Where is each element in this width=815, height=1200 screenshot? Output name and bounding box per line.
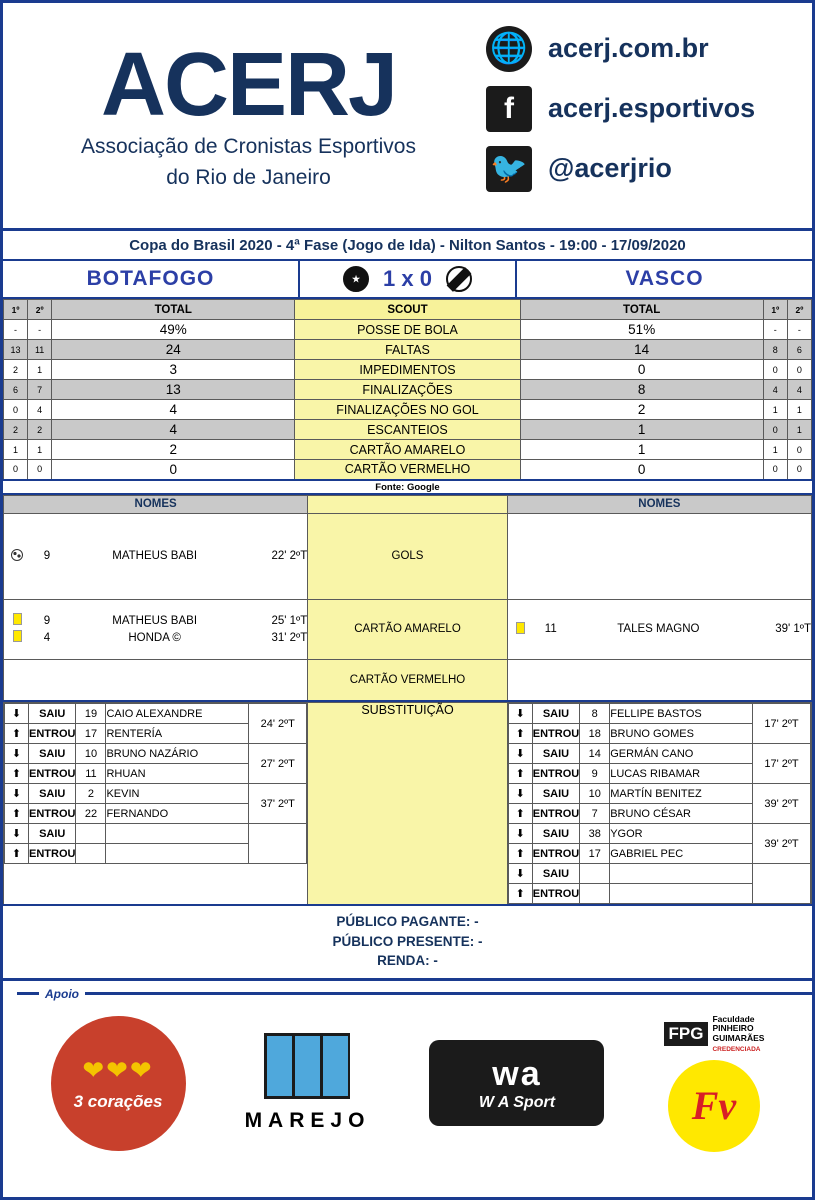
- contact-list: [472, 26, 798, 206]
- sub-out-number: [76, 824, 106, 844]
- sponsor-fpg-fv: [664, 1015, 765, 1152]
- home-goals-cell: [4, 513, 308, 599]
- home-team-name: BOTAFOGO: [86, 267, 215, 290]
- marejo-logo-icon: [264, 1033, 350, 1099]
- contact-website[interactable]: [486, 26, 798, 72]
- arrow-down-icon: ⬇: [5, 704, 29, 724]
- sub-in-number: [580, 884, 610, 904]
- home-total-value: 2: [52, 440, 295, 460]
- sub-out-number: 10: [76, 744, 106, 764]
- event-player-number: 9: [43, 550, 51, 562]
- sub-time: [753, 864, 811, 904]
- away-p2-value: 0: [787, 360, 811, 380]
- away-total-value: 2: [520, 400, 763, 420]
- twitter-text: @acerjrio: [548, 153, 672, 183]
- sponsor-3coracoes: [51, 1016, 186, 1151]
- sub-out-name: YGOR: [610, 824, 753, 844]
- away-total-value: 0: [520, 360, 763, 380]
- sub-out-name: [106, 824, 249, 844]
- apoio-dash: [17, 992, 39, 995]
- sub-time: 17' 2ºT: [753, 744, 811, 784]
- event-player-name: HONDA ©: [128, 631, 181, 644]
- event-row: [4, 629, 307, 646]
- sub-in-number: 9: [580, 764, 610, 784]
- sub-in-number: 18: [580, 724, 610, 744]
- fv-text: Fv: [691, 1083, 737, 1129]
- home-p2-value: 4: [28, 400, 52, 420]
- sub-out-name: CAIO ALEXANDRE: [106, 704, 249, 724]
- away-p2-value: 1: [787, 420, 811, 440]
- home-p1-value: 1: [4, 440, 28, 460]
- sub-time: 27' 2ºT: [249, 744, 307, 784]
- sub-time: 37' 2ºT: [249, 784, 307, 824]
- away-p1-header: 1º: [763, 300, 787, 320]
- home-total-value: 4: [52, 400, 295, 420]
- 3coracoes-logo-icon: [51, 1016, 186, 1151]
- home-p2-value: 11: [28, 340, 52, 360]
- scout-row-label: ESCANTEIOS: [295, 420, 520, 440]
- sub-out-tag: SAIU: [29, 784, 76, 804]
- apoio-label: Apoio: [45, 986, 79, 1001]
- event-time: 31' 2ºT: [271, 631, 308, 644]
- arrow-up-icon: ⬆: [508, 844, 532, 864]
- event-row: [4, 612, 307, 629]
- scout-row: [4, 340, 812, 360]
- vasco-crest-icon: [446, 266, 472, 292]
- sub-in-name: [610, 884, 753, 904]
- scout-row-label: FINALIZAÇÕES: [295, 380, 520, 400]
- sub-out-number: 2: [76, 784, 106, 804]
- arrow-down-icon: ⬇: [508, 784, 532, 804]
- sponsor-marejo: [245, 1033, 371, 1133]
- arrow-down-icon: ⬇: [5, 784, 29, 804]
- fv-logo-icon: [668, 1060, 760, 1152]
- acerj-logo: [17, 35, 472, 191]
- sub-in-number: 17: [580, 844, 610, 864]
- event-player-name: MATHEUS BABI: [112, 614, 198, 627]
- away-p2-header: 2º: [787, 300, 811, 320]
- scout-row: [4, 400, 812, 420]
- away-subs-cell: [507, 703, 811, 906]
- sub-in-name: FERNANDO: [106, 804, 249, 824]
- scout-row: [4, 380, 812, 400]
- ball-icon: [11, 549, 23, 561]
- scout-label-header: SCOUT: [295, 300, 520, 320]
- away-goals-cell: [507, 513, 811, 599]
- sub-out-name: KEVIN: [106, 784, 249, 804]
- sub-in-tag: ENTROU: [29, 764, 76, 784]
- fpg-logo-icon: [664, 1015, 765, 1054]
- arrow-up-icon: ⬆: [5, 804, 29, 824]
- away-total-header: TOTAL: [520, 300, 763, 320]
- sub-out-row: [508, 784, 810, 804]
- hearts-icon: ❤❤❤: [82, 1054, 154, 1085]
- event-row: [508, 621, 811, 638]
- sub-in-name: RHUAN: [106, 764, 249, 784]
- 3coracoes-text: 3 corações: [73, 1091, 163, 1111]
- sub-out-tag: SAIU: [29, 824, 76, 844]
- event-time: 25' 1ºT: [271, 614, 308, 627]
- away-p1-value: 0: [763, 420, 787, 440]
- sub-in-tag: ENTROU: [532, 804, 579, 824]
- away-p1-value: 8: [763, 340, 787, 360]
- sub-out-row: [508, 744, 810, 764]
- sub-in-name: BRUNO GOMES: [610, 724, 753, 744]
- facebook-icon: f: [486, 86, 532, 132]
- arrow-down-icon: ⬇: [5, 744, 29, 764]
- sub-out-name: BRUNO NAZÁRIO: [106, 744, 249, 764]
- source-note: Fonte: Google: [3, 481, 812, 495]
- twitter-icon: 🐦: [486, 146, 532, 192]
- sub-out-row: [508, 824, 810, 844]
- home-yellow-cell: [4, 599, 308, 659]
- sub-out-name: FELLIPE BASTOS: [610, 704, 753, 724]
- sub-in-number: [76, 844, 106, 864]
- home-p2-header: 2º: [28, 300, 52, 320]
- home-total-header: TOTAL: [52, 300, 295, 320]
- scout-row: [4, 420, 812, 440]
- sub-in-number: 17: [76, 724, 106, 744]
- scout-row-label: CARTÃO AMARELO: [295, 440, 520, 460]
- sub-out-name: [610, 864, 753, 884]
- home-p1-value: 0: [4, 460, 28, 480]
- sub-out-number: 8: [580, 704, 610, 724]
- sub-out-number: [580, 864, 610, 884]
- sponsor-logos: [3, 1001, 812, 1166]
- home-p1-header: 1º: [4, 300, 28, 320]
- sub-in-name: GABRIEL PEC: [610, 844, 753, 864]
- sub-out-number: 19: [76, 704, 106, 724]
- arrow-down-icon: ⬇: [5, 824, 29, 844]
- sub-out-row: [5, 824, 307, 844]
- attendance-block: [3, 906, 812, 981]
- wasport-main-text: wa: [492, 1054, 542, 1093]
- sub-in-number: 22: [76, 804, 106, 824]
- away-p2-value: 0: [787, 440, 811, 460]
- sub-time: [249, 824, 307, 864]
- away-p2-value: 4: [787, 380, 811, 400]
- match-title: Copa do Brasil 2020 - 4ª Fase (Jogo de Ida) - Nilton Santos - 19:00 - 17/09/2020: [3, 231, 812, 261]
- scout-row-label: POSSE DE BOLA: [295, 320, 520, 340]
- home-total-value: 13: [52, 380, 295, 400]
- sub-in-tag: ENTROU: [532, 884, 579, 904]
- sub-out-number: 10: [580, 784, 610, 804]
- away-p1-value: 0: [763, 460, 787, 480]
- home-p1-value: 13: [4, 340, 28, 360]
- goals-label: GOLS: [308, 513, 508, 599]
- marejo-text: MAREJO: [244, 1109, 371, 1133]
- away-p2-value: -: [787, 320, 811, 340]
- facebook-text: acerj.esportivos: [548, 93, 756, 123]
- website-text: acerj.com.br: [548, 33, 709, 63]
- away-p2-value: 6: [787, 340, 811, 360]
- wasport-sub-text: W A Sport: [478, 1093, 556, 1111]
- event-time: 22' 2ºT: [271, 550, 308, 562]
- present-attendance: PÚBLICO PRESENTE: -: [332, 933, 483, 949]
- event-player-number: 11: [544, 623, 557, 635]
- scout-row: [4, 320, 812, 340]
- acerj-wordmark: ACERJ: [100, 35, 397, 136]
- away-p2-value: 1: [787, 400, 811, 420]
- arrow-down-icon: ⬇: [508, 824, 532, 844]
- sub-out-row: [508, 864, 810, 884]
- sub-in-name: BRUNO CÉSAR: [610, 804, 753, 824]
- away-total-value: 1: [520, 420, 763, 440]
- arrow-up-icon: ⬆: [508, 884, 532, 904]
- sub-in-tag: ENTROU: [532, 724, 579, 744]
- fpg-text: [712, 1015, 764, 1054]
- home-subs-cell: [4, 703, 308, 906]
- sub-out-row: [5, 704, 307, 724]
- arrow-down-icon: ⬇: [508, 744, 532, 764]
- arrow-up-icon: ⬆: [508, 804, 532, 824]
- revenue: RENDA: -: [377, 953, 438, 969]
- paying-attendance: PÚBLICO PAGANTE: -: [336, 914, 479, 929]
- sub-out-tag: SAIU: [29, 744, 76, 764]
- acerj-subtitle-line1: Associação de Cronistas Esportivos: [81, 135, 416, 159]
- away-p1-value: 1: [763, 440, 787, 460]
- apoio-rule: [85, 992, 812, 995]
- sub-out-name: MARTÍN BENITEZ: [610, 784, 753, 804]
- sub-out-tag: SAIU: [532, 744, 579, 764]
- score-zone: [298, 261, 517, 297]
- away-total-value: 1: [520, 440, 763, 460]
- arrow-up-icon: ⬆: [5, 844, 29, 864]
- home-p2-value: 7: [28, 380, 52, 400]
- sub-out-number: 14: [580, 744, 610, 764]
- event-player-number: 9: [43, 614, 51, 627]
- sub-out-number: 38: [580, 824, 610, 844]
- home-p1-value: 0: [4, 400, 28, 420]
- sub-in-name: LUCAS RIBAMAR: [610, 764, 753, 784]
- fpg-line1: Faculdade: [712, 1013, 755, 1024]
- fpg-line2: PINHEIRO: [712, 1023, 754, 1034]
- home-red-cell: [4, 659, 308, 701]
- sub-time: 17' 2ºT: [753, 704, 811, 744]
- sub-out-tag: SAIU: [532, 784, 579, 804]
- sponsor-wasport: [429, 1040, 604, 1126]
- away-p1-value: 4: [763, 380, 787, 400]
- scout-row-label: IMPEDIMENTOS: [295, 360, 520, 380]
- arrow-up-icon: ⬆: [508, 724, 532, 744]
- home-p2-value: 1: [28, 360, 52, 380]
- red-label: CARTÃO VERMELHO: [308, 659, 508, 701]
- yellow-card-icon: [13, 630, 22, 642]
- arrow-down-icon: ⬇: [508, 704, 532, 724]
- scout-row-label: FALTAS: [295, 340, 520, 360]
- scout-row: [4, 460, 812, 480]
- scout-row: [4, 440, 812, 460]
- event-player-name: TALES MAGNO: [617, 623, 700, 635]
- fpg-line3: GUIMARÃES: [712, 1033, 765, 1044]
- yellow-label: CARTÃO AMARELO: [308, 599, 508, 659]
- home-p1-value: 6: [4, 380, 28, 400]
- home-p2-value: -: [28, 320, 52, 340]
- away-p1-value: -: [763, 320, 787, 340]
- sub-in-tag: ENTROU: [532, 764, 579, 784]
- contact-facebook[interactable]: [486, 86, 798, 132]
- sub-in-tag: ENTROU: [29, 724, 76, 744]
- home-p1-value: 2: [4, 420, 28, 440]
- botafogo-crest-icon: ★: [343, 266, 369, 292]
- home-p2-value: 2: [28, 420, 52, 440]
- sub-out-tag: SAIU: [532, 704, 579, 724]
- sub-in-tag: ENTROU: [29, 804, 76, 824]
- home-p2-value: 0: [28, 460, 52, 480]
- sub-out-row: [5, 744, 307, 764]
- fpg-line4: CREDENCIADA: [712, 1045, 761, 1053]
- event-row: [4, 548, 307, 565]
- home-total-value: 3: [52, 360, 295, 380]
- acerj-subtitle-line2: do Rio de Janeiro: [166, 165, 331, 189]
- away-names-header: NOMES: [507, 495, 811, 513]
- sponsors-section: [3, 981, 812, 1181]
- sub-in-name: RENTERÍA: [106, 724, 249, 744]
- contact-twitter[interactable]: [486, 146, 798, 192]
- sub-out-tag: SAIU: [532, 824, 579, 844]
- apoio-divider: [3, 987, 812, 1001]
- arrow-up-icon: ⬆: [5, 764, 29, 784]
- sub-in-tag: ENTROU: [29, 844, 76, 864]
- arrow-up-icon: ⬆: [508, 764, 532, 784]
- event-player-number: 4: [43, 631, 51, 644]
- home-p1-value: -: [4, 320, 28, 340]
- events-mid-header: [308, 495, 508, 513]
- home-total-value: 4: [52, 420, 295, 440]
- sub-out-tag: SAIU: [29, 704, 76, 724]
- scout-table: [3, 299, 812, 481]
- sub-time: 24' 2ºT: [249, 704, 307, 744]
- substitutions-table: [3, 702, 812, 906]
- home-total-value: 49%: [52, 320, 295, 340]
- substitution-label: SUBSTITUIÇÃO: [308, 703, 507, 906]
- globe-icon: 🌐: [486, 26, 532, 72]
- away-total-value: 14: [520, 340, 763, 360]
- away-yellow-cell: [507, 599, 811, 659]
- home-total-value: 0: [52, 460, 295, 480]
- scout-row-label: FINALIZAÇÕES NO GOL: [295, 400, 520, 420]
- sub-out-tag: SAIU: [532, 864, 579, 884]
- away-p1-value: 0: [763, 360, 787, 380]
- away-total-value: 8: [520, 380, 763, 400]
- event-player-name: MATHEUS BABI: [112, 550, 198, 562]
- scout-row-label: CARTÃO VERMELHO: [295, 460, 520, 480]
- yellow-card-icon: [516, 622, 525, 634]
- home-p2-value: 1: [28, 440, 52, 460]
- sub-time: 39' 2ºT: [753, 824, 811, 864]
- scout-header-row: [4, 300, 812, 320]
- away-p1-value: 1: [763, 400, 787, 420]
- away-p2-value: 0: [787, 460, 811, 480]
- page-header: [3, 3, 812, 231]
- home-total-value: 24: [52, 340, 295, 360]
- sub-out-row: [508, 704, 810, 724]
- match-score: 1 x 0: [383, 266, 432, 291]
- away-total-value: 51%: [520, 320, 763, 340]
- away-total-value: 0: [520, 460, 763, 480]
- sub-time: 39' 2ºT: [753, 784, 811, 824]
- yellow-card-icon: [13, 613, 22, 625]
- sub-in-tag: ENTROU: [532, 844, 579, 864]
- arrow-up-icon: ⬆: [5, 724, 29, 744]
- scout-row: [4, 360, 812, 380]
- away-team-name: VASCO: [625, 267, 704, 290]
- sub-in-name: [106, 844, 249, 864]
- arrow-down-icon: ⬇: [508, 864, 532, 884]
- home-p1-value: 2: [4, 360, 28, 380]
- away-red-cell: [507, 659, 811, 701]
- event-time: 39' 1ºT: [775, 623, 811, 635]
- sub-out-row: [5, 784, 307, 804]
- events-table: [3, 495, 812, 703]
- sub-in-number: 7: [580, 804, 610, 824]
- sub-in-number: 11: [76, 764, 106, 784]
- teams-bar: [3, 261, 812, 299]
- home-names-header: NOMES: [4, 495, 308, 513]
- fpg-badge: FPG: [664, 1022, 709, 1046]
- wasport-logo-icon: [429, 1040, 604, 1126]
- sub-out-name: GERMÁN CANO: [610, 744, 753, 764]
